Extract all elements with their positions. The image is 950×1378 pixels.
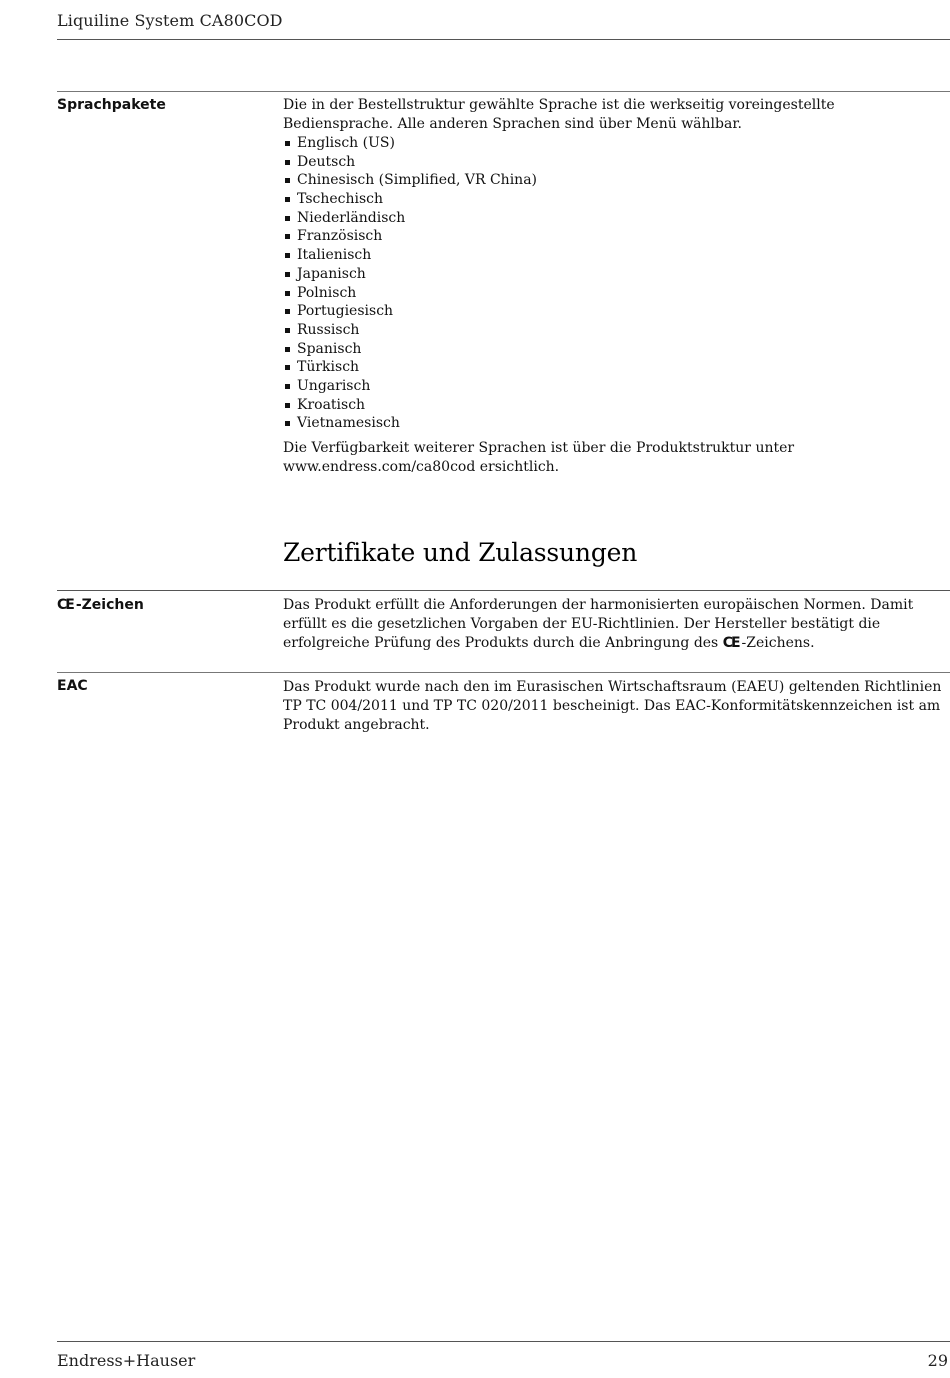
language-list-item xyxy=(283,246,943,265)
language-name: Russisch xyxy=(297,321,360,338)
ce-mark-icon: CE xyxy=(57,597,73,613)
language-name: Japanisch xyxy=(297,265,366,282)
language-name: Türkisch xyxy=(297,359,360,376)
language-name: Portugiesisch xyxy=(297,303,394,320)
bullet-icon xyxy=(285,403,290,408)
language-name: Italienisch xyxy=(297,247,372,264)
language-name: Vietnamesisch xyxy=(297,415,400,432)
language-list-item xyxy=(283,321,943,340)
bullet-icon xyxy=(285,216,290,221)
bullet-icon xyxy=(285,347,290,352)
ce-label-suffix: -Zeichen xyxy=(75,597,144,613)
eac-divider xyxy=(57,672,950,673)
bullet-icon xyxy=(285,253,290,258)
bullet-icon xyxy=(285,309,290,314)
sprachpakete-label: Sprachpakete xyxy=(57,97,166,113)
bullet-icon xyxy=(285,160,290,165)
section-heading: Zertifikate und Zulassungen xyxy=(283,538,638,567)
ce-text-after: -Zeichens. xyxy=(741,635,815,651)
sprachpakete-intro: Die in der Bestellstruktur gewählte Sprache ist die werkseitig voreingestellte Bediensprache. Alle anderen Sprachen sind über Menü wählbar. xyxy=(283,97,835,132)
language-list-item xyxy=(283,171,943,190)
header-divider xyxy=(57,39,950,40)
language-name: Niederländisch xyxy=(297,209,406,226)
bullet-icon xyxy=(285,384,290,389)
language-list-item xyxy=(283,227,943,246)
language-name: Kroatisch xyxy=(297,396,366,413)
language-list-item xyxy=(283,414,943,433)
sprachpakete-divider xyxy=(57,91,950,92)
language-list-item xyxy=(283,340,943,359)
bullet-icon xyxy=(285,291,290,296)
language-list-item xyxy=(283,377,943,396)
language-list-item xyxy=(283,153,943,172)
language-list xyxy=(283,134,943,433)
section-divider xyxy=(57,590,950,591)
header-title: Liquiline System CA80COD xyxy=(57,11,283,30)
bullet-icon xyxy=(285,328,290,333)
language-name: Spanisch xyxy=(297,340,362,357)
ce-text xyxy=(283,596,943,653)
sprachpakete-outro: Die Verfügbarkeit weiterer Sprachen ist über die Produktstruktur unter www.endress.com/ca80cod ersichtlich. xyxy=(283,440,795,475)
language-name: Deutsch xyxy=(297,153,356,170)
eac-text: Das Produkt wurde nach den im Eurasischen Wirtschaftsraum (EAEU) geltenden Richtlinien TP TC 004/2011 und TP TC 020/2011 bescheinigt. Das EAC-Konformitätskennzeichen ist am Produkt angebracht. xyxy=(283,679,942,733)
footer-divider xyxy=(57,1341,950,1342)
bullet-icon xyxy=(285,178,290,183)
language-list-item xyxy=(283,265,943,284)
language-name: Englisch (US) xyxy=(297,135,395,151)
eac-label: EAC xyxy=(57,678,88,694)
language-list-item xyxy=(283,209,943,228)
bullet-icon xyxy=(285,272,290,277)
language-list-item xyxy=(283,190,943,209)
bullet-icon xyxy=(285,141,290,146)
language-list-item xyxy=(283,396,943,415)
page-number: 29 xyxy=(927,1351,948,1370)
ce-text-before: Das Produkt erfüllt die Anforderungen der harmonisierten europäischen Normen. Damit erfüllt es die gesetzlichen Vorgaben der EU-Richtlinien. Der Hersteller bestätigt die erfolgreiche Prüfung des Produkts durch die Anbringung des xyxy=(283,597,914,651)
sprachpakete-content xyxy=(283,96,943,477)
language-name: Chinesisch (Simplified, VR China) xyxy=(297,172,538,189)
bullet-icon xyxy=(285,421,290,426)
language-list-item xyxy=(283,284,943,303)
language-name: Ungarisch xyxy=(297,377,371,394)
ce-mark-inline-icon: CE xyxy=(722,635,739,651)
language-list-item xyxy=(283,358,943,377)
footer-brand: Endress+Hauser xyxy=(57,1351,196,1370)
language-list-item xyxy=(283,302,943,321)
language-name: Französisch xyxy=(297,228,383,245)
bullet-icon xyxy=(285,234,290,239)
ce-label xyxy=(57,597,144,613)
language-name: Tschechisch xyxy=(297,191,384,208)
bullet-icon xyxy=(285,365,290,370)
bullet-icon xyxy=(285,197,290,202)
language-name: Polnisch xyxy=(297,284,357,301)
language-list-item xyxy=(283,134,943,153)
